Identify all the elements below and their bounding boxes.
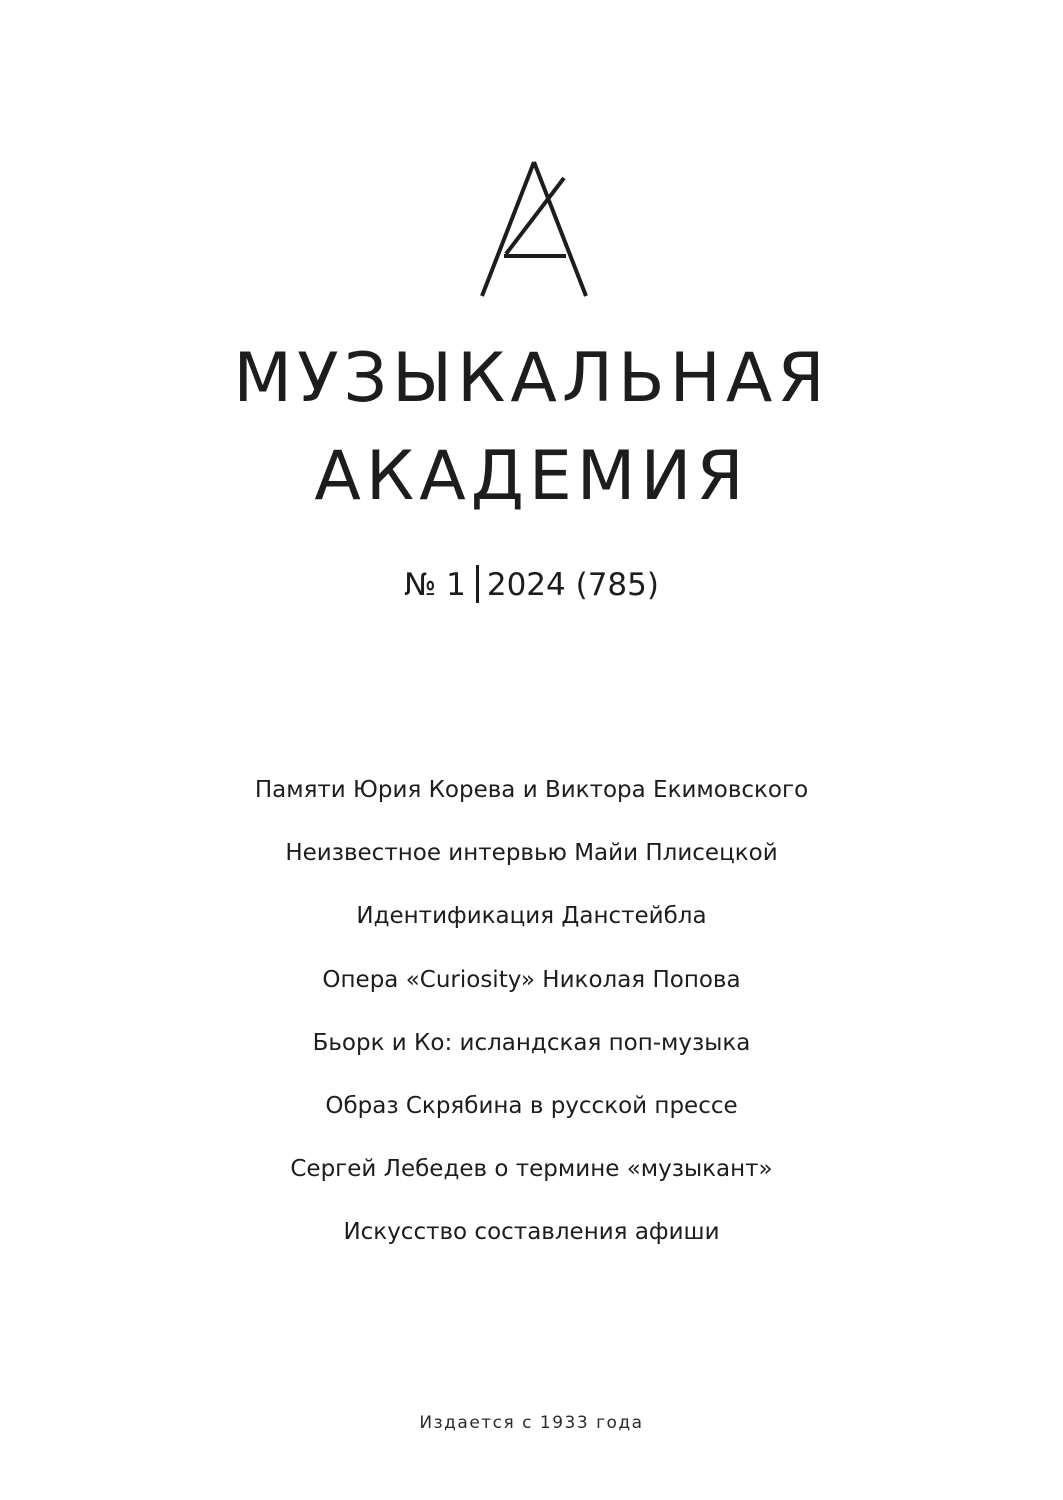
contents-item: Сергей Лебедев о термине «музыкант» [290,1156,773,1183]
issue-separator [476,565,479,603]
contents-item: Опера «Curiosity» Николая Попова [322,966,741,993]
issue-year: 2024 [486,567,566,603]
issue-number: № 1 [404,567,466,603]
contents-item: Бьорк и Ко: исландская поп-музыка [312,1029,751,1056]
magazine-title-line-1: МУЗЫКАЛЬНАЯ [233,339,830,418]
contents-item: Образ Скрябина в русской прессе [325,1092,738,1119]
contents-item: Идентификация Данстейбла [356,903,707,930]
ma-monogram-icon [478,160,590,300]
published-since-note: Издается с 1933 года [419,1413,644,1433]
contents-list [0,772,1063,1278]
contents-item: Неизвестное интервью Майи Плисецкой [285,840,778,867]
issue-info [0,565,1063,603]
issue-total-number: (785) [575,567,659,603]
contents-item: Памяти Юрия Корева и Виктора Екимовского [254,777,809,803]
contents-item: Искусство составления афиши [343,1219,720,1246]
magazine-title-line-2: АКАДЕМИЯ [314,437,749,516]
